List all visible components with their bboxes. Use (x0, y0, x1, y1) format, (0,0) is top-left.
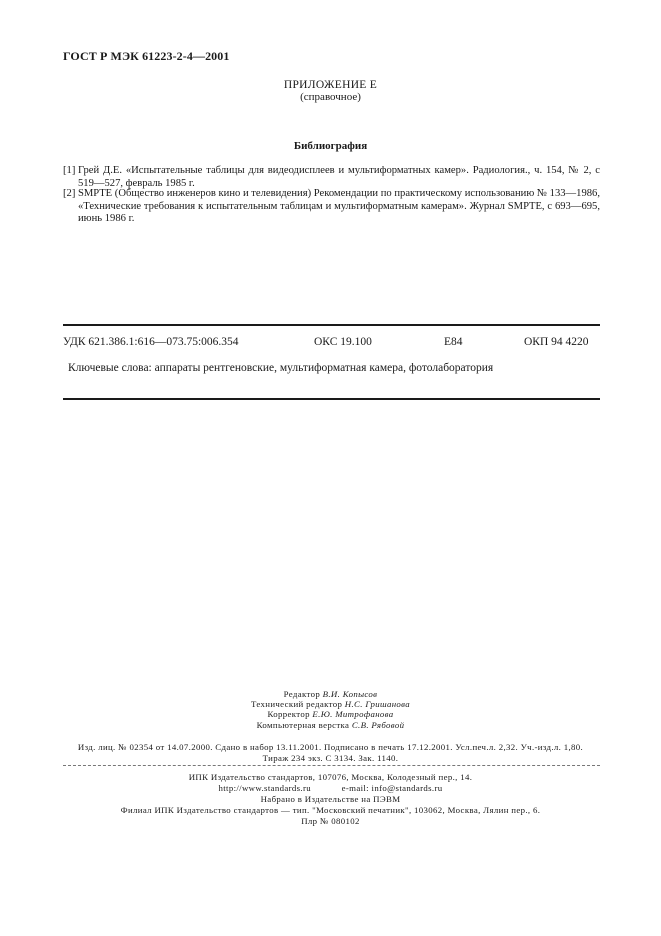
website: http://www.standards.ru (218, 783, 312, 793)
separator-line (63, 765, 600, 766)
credit-name: Е.Ю. Митрофанова (312, 709, 394, 720)
typeset-line: Набрано в Издательстве на ПЭВМ (260, 794, 401, 804)
top-rule (63, 324, 600, 326)
udk-code: УДК 621.386.1:616—073.75:006.354 (63, 336, 239, 348)
bibliography-item (63, 165, 600, 190)
credits-block (0, 689, 661, 730)
credit-role: Технический редактор (250, 699, 343, 710)
appendix-title: ПРИЛОЖЕНИЕ Е (283, 79, 378, 91)
keywords: Ключевые слова: аппараты рентгеновские, мультиформатная камера, фотолаборатория (68, 362, 494, 374)
appendix-subtitle: (справочное) (300, 91, 361, 103)
publisher-line: ИПК Издательство стандартов, 107076, Москва, Колодезный пер., 14. (188, 772, 473, 782)
credit-role: Корректор (267, 709, 310, 720)
credit-line (0, 709, 661, 719)
document-header: ГОСТ Р МЭК 61223-2-4—2001 (63, 49, 230, 63)
bibliography-item-text: Грей Д.Е. «Испытательные таблицы для видеодисплеев и мультиформатных камер». Радиология., ч. 154, № 2, с 519—527, февраль 1985 г. (78, 165, 600, 189)
publication-details-line: Изд. лиц. № 02354 от 14.07.2000. Сдано в набор 13.11.2001. Подписано в печать 17.12.2001. Усл.печ.л. 2,32. Уч.-изд.л. 1,80. (77, 742, 584, 752)
credit-name: Н.С. Гришанова (344, 699, 411, 710)
email: e-mail: info@standards.ru (341, 783, 443, 793)
credit-line (0, 699, 661, 709)
credit-line (0, 689, 661, 699)
category-code: Е84 (444, 336, 463, 348)
oks-code: ОКС 19.100 (314, 336, 372, 348)
credit-name: В.И. Копысов (322, 689, 378, 699)
branch-line: Филиал ИПК Издательство стандартов — тип. "Московский печатник", 103062, Москва, Лялин пер., 6. (120, 805, 541, 815)
plr-line: Плр № 080102 (301, 816, 360, 826)
bibliography-item (63, 188, 600, 226)
credit-role: Компьютерная верстка (256, 719, 350, 730)
contacts-line (0, 783, 661, 793)
credit-line (0, 720, 661, 730)
bibliography-item-number: [2] (63, 188, 76, 199)
okp-code: ОКП 94 4220 (524, 336, 589, 348)
print-run-line: Тираж 234 экз. С 3134. Зак. 1140. (262, 753, 399, 763)
bibliography-item-number: [1] (63, 165, 76, 176)
bibliography-title: Библиография (293, 140, 368, 152)
bottom-rule (63, 398, 600, 400)
bibliography-item-text: SMPTE (Общество инженеров кино и телевидения) Рекомендации по практическому использованию № 133—1986, «Технические требования к испытательным таблицам и мультиформатным камерам». Журнал SMPTE, с 693—695, июнь 1986 г. (78, 188, 600, 224)
credit-role: Редактор (283, 689, 321, 699)
credit-name: С.В. Рябовой (351, 719, 405, 730)
